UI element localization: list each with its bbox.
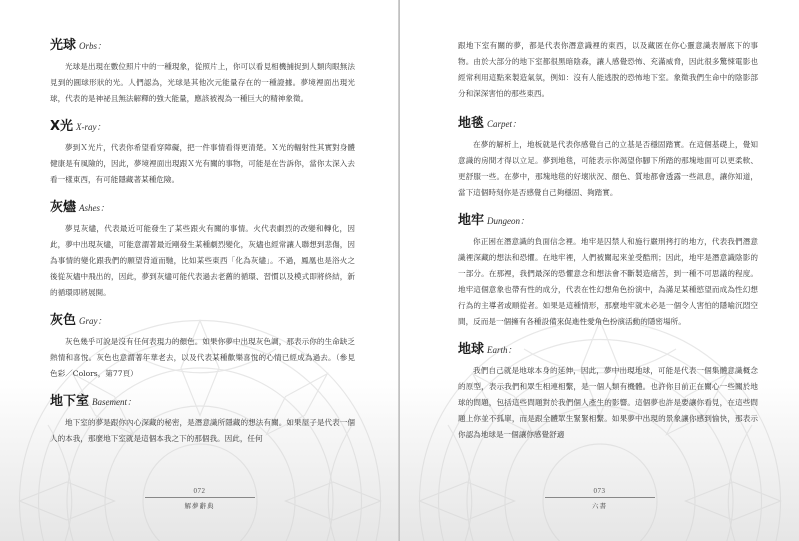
right-page-content — [458, 38, 758, 451]
entry-body: 地下室的夢是跟你內心深藏的秘密，是潛意識所隱藏的想法有關。如果屋子是代表一個人的本我，那麼地下室就是這個本我之下的那個我。因此，任何 — [50, 418, 355, 443]
entry-term-en: Ashes： — [79, 203, 110, 213]
entry-term: 灰燼 — [50, 200, 77, 215]
entry-term-en: X-ray： — [76, 122, 106, 132]
entry-body: 灰色幾乎可說是沒有任何表現力的顏色。如果你夢中出現灰色調，那表示你的生命缺乏熱情和喜悅。灰色也意謂著年華老去，以及代表某種歡樂喜悅的心情已經成為過去。（參見色彩／Colors，第77頁） — [50, 337, 355, 378]
entry-earth — [458, 338, 758, 443]
entry-term: 地牢 — [458, 213, 485, 228]
entry-body: 在夢的解析上，地板就是代表你感覺自己的立基是否穩固踏實。在這個基礎上，覺知意識的房間才得以立足。夢到地毯，可能表示你渴望你腳下所踏的那塊地面可以更柔軟、更舒服一些。在夢中，那塊地毯的好壞狀況、顏色、質地都會透露一些訊息，讓你知道，當下這個時刻你是否感覺自己夠穩固、夠踏實。 — [458, 140, 758, 197]
entry-dungeon — [458, 209, 758, 330]
entry-heading — [458, 209, 758, 228]
footer-rule — [545, 497, 655, 498]
entry-ashes — [50, 196, 355, 301]
entry-term: 灰色 — [50, 313, 77, 328]
entry-orbs — [50, 34, 355, 107]
footer-rule — [145, 497, 255, 498]
entry-heading — [50, 196, 355, 215]
entry-heading — [50, 34, 355, 53]
entry-term-en: Carpet： — [487, 119, 522, 129]
left-page-content — [50, 34, 355, 455]
entry-heading — [458, 338, 758, 357]
entry-term-en: Gray： — [79, 316, 107, 326]
entry-gray — [50, 309, 355, 382]
entry-body: 夢到Ｘ光片，代表你希望看穿障礙，把一件事情看得更清楚。Ｘ光的輻射性其實對身體健康是有風險的，因此，夢境裡面出現跟Ｘ光有關的事物，可能是在告訴你，當你太深入去看一樣東西，有可能隱藏著某種危險。 — [50, 143, 355, 184]
continued-paragraph: 跟地下室有關的夢，都是代表你潛意識裡的東西，以及藏匿在你心靈意識表層底下的事物。由於大部分的地下室都很黑暗陰森，讓人感覺恐怖、充滿威脅，因此很多驚悚電影也經常利用這點來製造氣氛，例如：沒有人能逃脫的恐怖地下室。象徵我們生命中的陰影部分和深深害怕的那些東西。 — [458, 41, 758, 98]
footer-book-title: 六書 — [592, 502, 607, 510]
left-page — [0, 0, 399, 541]
entry-term: X光 — [50, 119, 74, 134]
left-page-footer — [0, 487, 399, 510]
entry-body: 我們自己就是地球本身的延伸，因此，夢中出現地球，可能是代表一個集體意識概念的原型，表示我們和眾生相連相繫，是一個人類有機體。也許你目前正在關心一些關於地球的問題，包括這些問題對於我們個人產生的影響。這個夢也許是要讓你看見，在這些問題上你並不孤單，而是跟全體眾生緊緊相繫。如果夢中出現的景象讓你感到愉快，那表示你認為地球是一個讓你感覺舒適 — [458, 366, 758, 439]
entry-basement — [50, 390, 355, 447]
entry-body: 你正困在潛意識的負面信念裡。地牢是囚禁人和施行嚴刑拷打的地方，代表我們潛意識裡深藏的想法和恐懼。在地牢裡，人們被關起來並受酷刑；因此，地牢是潛意識陰影的一部分。在那裡，我們最深的恐懼意念和想法會不斷製造痛苦，到一種不可思議的程度。地牢這個意象也帶有性的成分，代表在性幻想角色扮演中，為滿足某種慾望而成為性幻想行為的主導者或順從者。如果是這種情形，那麼地牢就未必是一個令人害怕的隱喻沉悶空間，反而是一個擁有各種設備來促進性愛角色扮演活動的隱密場所。 — [458, 237, 758, 326]
page-number: 073 — [593, 487, 606, 495]
entry-term: 地球 — [458, 342, 485, 357]
entry-carpet — [458, 112, 758, 201]
entry-term-en: Basement： — [92, 397, 137, 407]
entry-term-en: Orbs： — [79, 41, 107, 51]
entry-x-ray — [50, 115, 355, 188]
entry-term: 地毯 — [458, 116, 485, 131]
entry-term: 地下室 — [50, 394, 90, 409]
entry-heading — [50, 390, 355, 409]
right-page — [400, 0, 799, 541]
entry-body: 光球是出現在數位照片中的一種現象，從照片上，你可以看見相機捕捉到人類肉眼無法見到的圓球形狀的光。人們認為，光球是其他次元能量存在的一種證據。夢境裡面出現光球，代表的是神祕且無法解釋的強大能量，應該被視為一種巨大的精神象徵。 — [50, 62, 355, 103]
footer-book-title: 解夢辭典 — [184, 502, 215, 510]
page-number: 072 — [193, 487, 206, 495]
entry-term-en: Dungeon： — [487, 216, 530, 226]
entry-term-en: Earth： — [487, 345, 517, 355]
entry-heading — [50, 115, 355, 134]
right-page-footer — [400, 487, 799, 510]
entry-heading — [458, 112, 758, 131]
entry-term: 光球 — [50, 38, 77, 53]
entry-heading — [50, 309, 355, 328]
entry-body: 夢見灰燼，代表最近可能發生了某些跟火有關的事情。火代表劇烈的改變和轉化，因此，夢中出現灰燼，可能意謂著最近剛發生某種劇烈變化，灰燼也經常讓人聯想到悲傷，因為事情的變化跟我們的願望背道而馳，比如某些東西「化為灰燼」。不過，鳳凰也是浴火之後從灰燼中飛出的，因此，夢到灰燼可能代表過去老舊的循環、習慣以及模式即將終結，新的循環即將展開。 — [50, 224, 355, 297]
